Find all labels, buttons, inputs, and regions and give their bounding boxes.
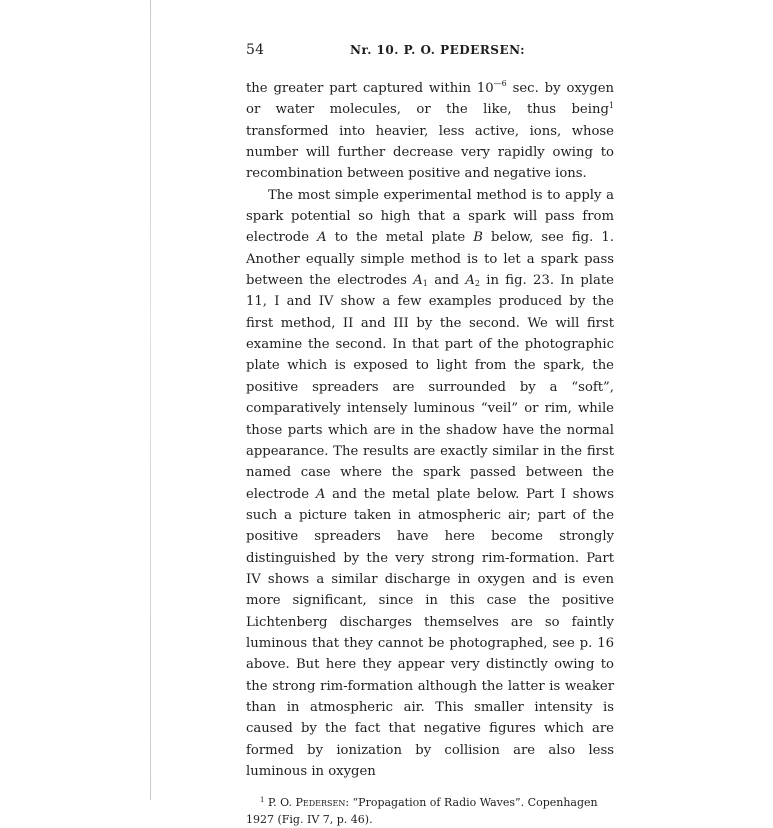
- subscript: 2: [474, 279, 480, 289]
- variable: A: [315, 486, 326, 502]
- text-run: the greater part captured within 10: [246, 81, 494, 96]
- variable: A: [465, 273, 475, 289]
- text-run: in fig. 23. In plate 11, I and IV show a few examples produced by the first method, II and III by the second. We will first examine the second. In that part of the photographic plate which is exposed to light from the spark, the positive spreaders are surrounded by a “soft”, comparatively intensely luminous “veil” or rim, while those parts which are in the shadow have the normal appearance. The results are exactly similar in the first named case where the spark passed between the electrode: [246, 273, 614, 502]
- text-run: sec. by oxygen or water molecules, or the like, thus being: [246, 81, 615, 118]
- footnote: [246, 794, 614, 828]
- paragraph-1: [246, 78, 614, 185]
- scan-edge-line: [150, 0, 151, 800]
- variable: A: [413, 273, 423, 289]
- text-run: and the metal plate below. Part I shows such a picture taken in atmospheric air; part of the positive spreaders have here become strongly distinguished by the very strong rim-formation. Part IV shows a similar discharge in oxygen and is even more significant, since in this case the positive Lichtenberg discharges themselves are so faintly luminous that they cannot be photographed, see p. 16 above. But here they appear very distinctly owing to the strong rim-formation although the latter is weaker than in atmospheric air. This smaller intensity is caused by the fact that negative figures which are formed by ionization by collision are also less luminous in oxygen: [246, 486, 614, 779]
- exponent: —6: [493, 79, 507, 88]
- running-head: Nr. 10. P. O. PEDERSEN:: [350, 43, 526, 57]
- footnote-text: : “Propagation of Radio Waves”. Copenhagen 1927 (Fig. IV 7, p. 46).: [246, 796, 598, 827]
- footnote-reference: 1: [608, 101, 614, 111]
- text-run: The most simple experimental method is to apply a spark potential so high that a spark will pass from electrode: [246, 187, 614, 246]
- text-run: and: [427, 273, 466, 289]
- document-page: [246, 42, 614, 828]
- footnote-author: P. O. Pedersen: [267, 796, 346, 810]
- text-run: below, see fig. 1. Another equally simple method is to let a spark pass between the electrodes: [246, 230, 614, 289]
- variable: A: [317, 230, 327, 246]
- footnote-marker: 1: [260, 796, 265, 805]
- text-run: transformed into heavier, less active, ions, whose number will further decrease very rapidly owing to recombination between positive and negative ions.: [246, 123, 614, 182]
- body-text: [246, 78, 614, 782]
- paragraph-2: [246, 185, 614, 783]
- page-header: [246, 42, 614, 66]
- variable: B: [473, 230, 483, 246]
- page-number: 54: [246, 42, 265, 58]
- text-run: to the metal plate: [326, 230, 474, 246]
- subscript: 1: [422, 279, 428, 289]
